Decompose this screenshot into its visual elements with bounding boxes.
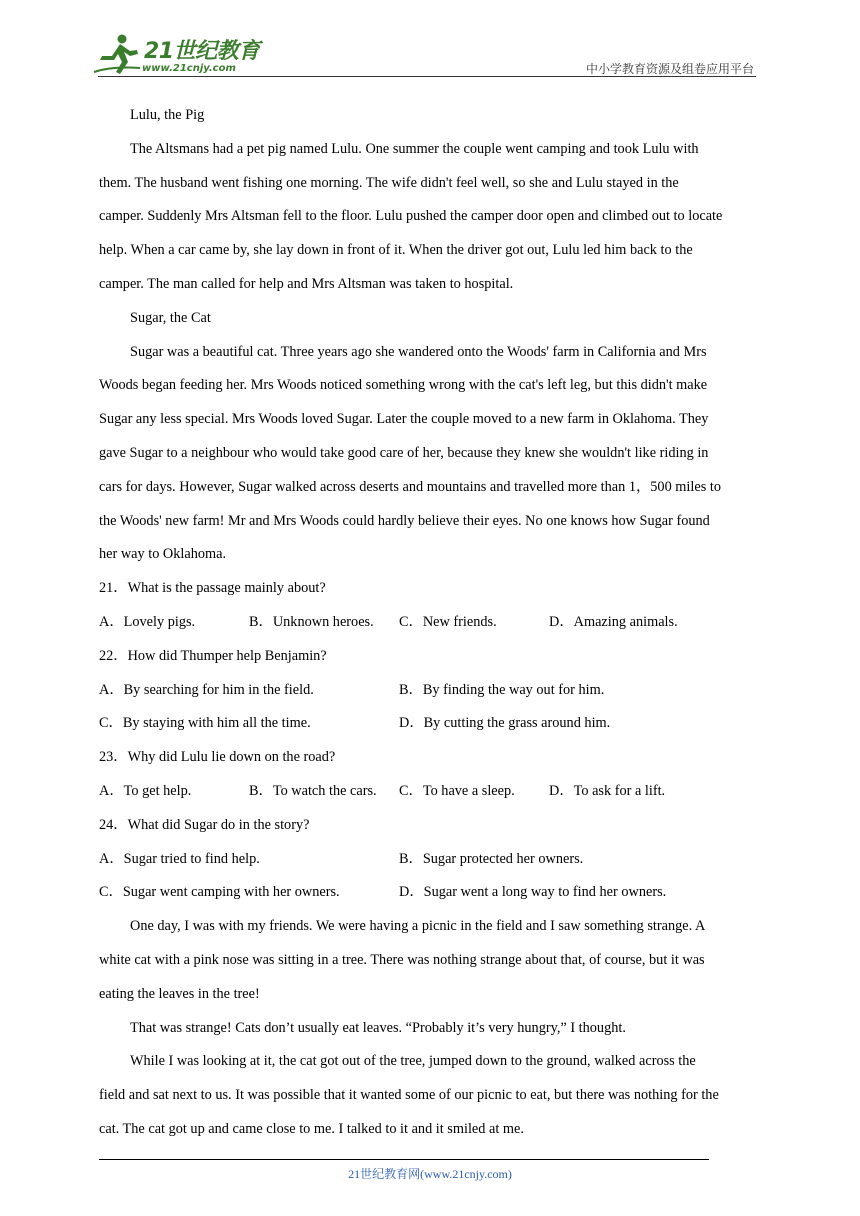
- option-c[interactable]: C．Sugar went camping with her owners.: [99, 884, 340, 901]
- platform-title: 中小学教育资源及组卷应用平台: [585, 62, 754, 76]
- logo-text: 21世纪教育: [144, 39, 260, 64]
- passage-line: camper. Suddenly Mrs Altsman fell to the floor. Lulu pushed the camper door open and climbed out to locate: [99, 208, 723, 225]
- option-b[interactable]: B．By finding the way out for him.: [399, 681, 605, 698]
- passage-line: That was strange! Cats don’t usually eat leaves. “Probably it’s very hungry,” I thought.: [130, 1019, 626, 1036]
- question-stem: 21．What is the passage mainly about?: [99, 580, 326, 597]
- passage-line: field and sat next to us. It was possible that it wanted some of our picnic to eat, but there was nothing for the: [99, 1087, 719, 1104]
- section-title: Lulu, the Pig: [130, 107, 205, 123]
- passage-line: cars for days. However, Sugar walked across deserts and mountains and travelled more than 1，500 miles to: [99, 478, 721, 495]
- passage-line: camper. The man called for help and Mrs Altsman was taken to hospital.: [99, 275, 514, 292]
- runner-icon: [92, 32, 144, 78]
- options-row: [99, 843, 761, 877]
- passage-line: her way to Oklahoma.: [99, 546, 227, 563]
- passage-line: eating the leaves in the tree!: [99, 985, 260, 1002]
- passage-line: Sugar any less special. Mrs Woods loved Sugar. Later the couple moved to a new farm in Oklahoma. They: [99, 411, 709, 428]
- logo-url: www.21cnjy.com: [142, 63, 236, 74]
- passage-line: While I was looking at it, the cat got out of the tree, jumped down to the ground, walked across the: [130, 1053, 696, 1070]
- option-d[interactable]: D．To ask for a lift.: [549, 782, 666, 799]
- site-logo[interactable]: [92, 32, 262, 78]
- option-a[interactable]: A．By searching for him in the field.: [99, 681, 314, 698]
- passage-line: Woods began feeding her. Mrs Woods noticed something wrong with the cat's left leg, but this didn't make: [99, 377, 708, 394]
- passage-line: cat. The cat got up and came close to me. I talked to it and it smiled at me.: [99, 1120, 524, 1137]
- passage-line: The Altsmans had a pet pig named Lulu. One summer the couple went camping and took Lulu with: [130, 140, 699, 157]
- option-d[interactable]: D．Amazing animals.: [549, 613, 678, 630]
- option-c[interactable]: C．New friends.: [399, 613, 497, 630]
- options-row: [99, 674, 761, 708]
- option-c[interactable]: C．To have a sleep.: [399, 782, 515, 799]
- option-a[interactable]: A．Lovely pigs.: [99, 613, 196, 630]
- question-stem: 24．What did Sugar do in the story?: [99, 816, 310, 833]
- footer-link[interactable]: 21世纪教育网(www.21cnjy.com): [348, 1167, 512, 1181]
- options-row: [99, 707, 761, 741]
- passage-line: white cat with a pink nose was sitting in a tree. There was nothing strange about that, of course, but it was: [99, 951, 705, 968]
- footer-divider: [99, 1159, 709, 1160]
- passage-line: gave Sugar to a neighbour who would take good care of her, because they knew she wouldn't like riding in: [99, 444, 709, 461]
- section-title: Sugar, the Cat: [130, 309, 211, 326]
- page-header: [0, 0, 860, 80]
- options-row: [99, 876, 761, 910]
- options-row: [99, 775, 761, 809]
- option-a[interactable]: A．Sugar tried to find help.: [99, 850, 260, 867]
- passage-line: Sugar was a beautiful cat. Three years ago she wandered onto the Woods' farm in California and Mrs: [130, 343, 707, 360]
- question-stem: 22．How did Thumper help Benjamin?: [99, 647, 327, 664]
- option-c[interactable]: C．By staying with him all the time.: [99, 715, 311, 732]
- option-a[interactable]: A．To get help.: [99, 782, 192, 799]
- passage-line: help. When a car came by, she lay down in front of it. When the driver got out, Lulu led him back to the: [99, 242, 693, 259]
- options-row: [99, 606, 761, 640]
- header-divider: [98, 76, 756, 77]
- option-b[interactable]: B．Unknown heroes.: [249, 613, 374, 630]
- option-d[interactable]: D．Sugar went a long way to find her owners.: [399, 884, 667, 901]
- option-d[interactable]: D．By cutting the grass around him.: [399, 715, 611, 732]
- option-b[interactable]: B．Sugar protected her owners.: [399, 850, 584, 867]
- passage-line: the Woods' new farm! Mr and Mrs Woods could hardly believe their eyes. No one knows how Sugar found: [99, 512, 710, 529]
- question-stem: 23．Why did Lulu lie down on the road?: [99, 749, 336, 766]
- option-b[interactable]: B．To watch the cars.: [249, 782, 377, 799]
- passage-line: them. The husband went fishing one morning. The wife didn't feel well, so she and Lulu stayed in the: [99, 174, 679, 191]
- document-body: [99, 99, 761, 1147]
- passage-line: One day, I was with my friends. We were having a picnic in the field and I saw something strange. A: [130, 918, 706, 935]
